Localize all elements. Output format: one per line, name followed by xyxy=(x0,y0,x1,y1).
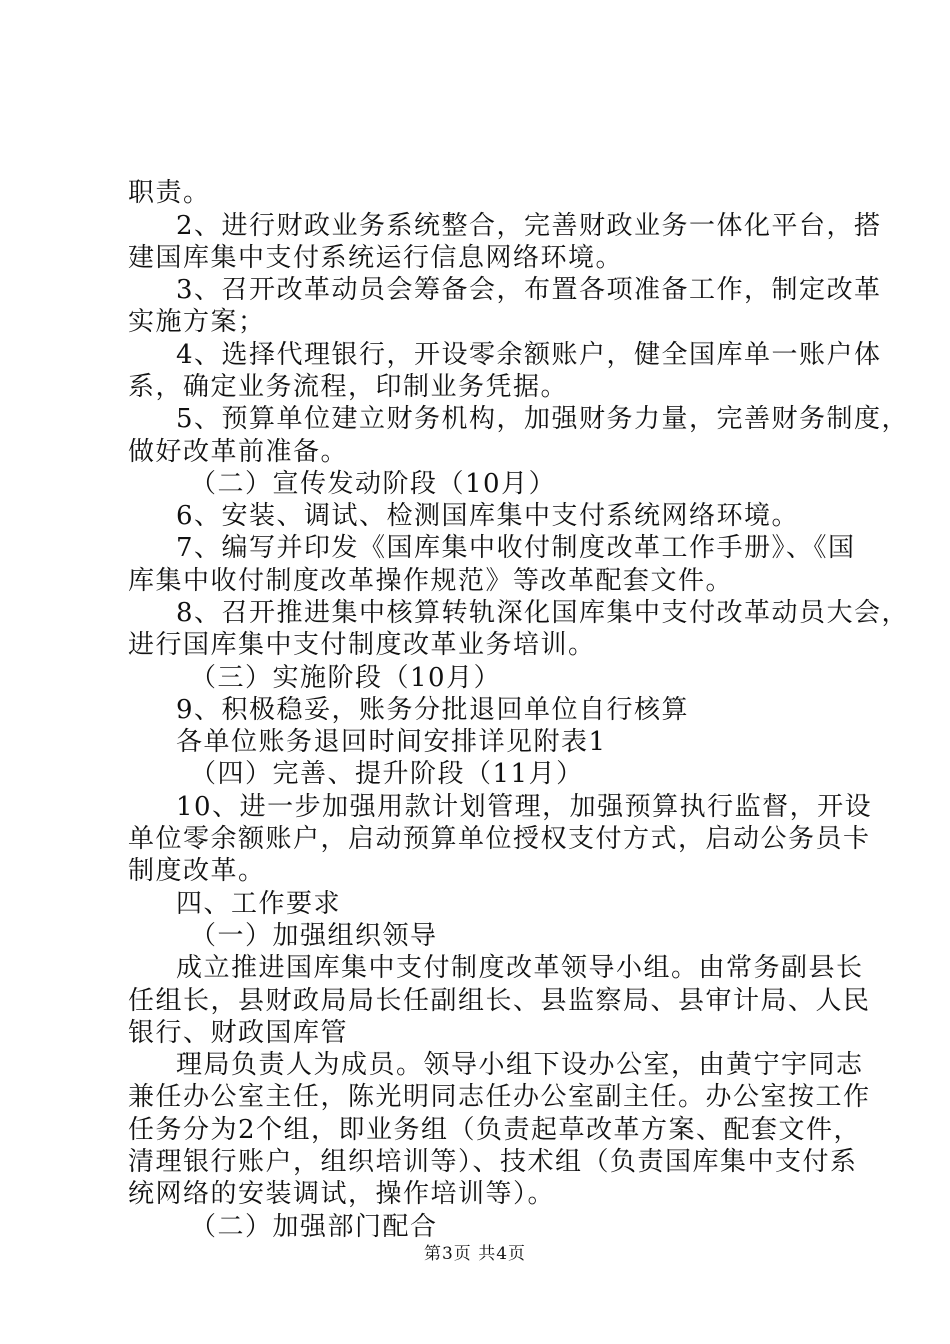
text-line: （二）宣传发动阶段（10月） xyxy=(190,469,557,499)
text-line: 9、积极稳妥，账务分批退回单位自行核算 xyxy=(176,695,690,725)
text-line: 四、工作要求 xyxy=(176,889,342,919)
text-line: 3、召开改革动员会筹备会，布置各项准备工作，制定改革 xyxy=(176,275,882,305)
text-line: 建国库集中支付系统运行信息网络环境。 xyxy=(128,243,624,273)
text-line: 5、预算单位建立财务机构，加强财务力量，完善财务制度， xyxy=(176,404,910,434)
text-line: 清理银行账户，组织培训等）、技术组（负责国库集中支付系 xyxy=(128,1147,858,1177)
text-line: 10、进一步加强用款计划管理，加强预算执行监督，开设 xyxy=(176,792,873,822)
text-line: 成立推进国库集中支付制度改革领导小组。由常务副县长 xyxy=(176,953,864,983)
text-line: 理局负责人为成员。领导小组下设办公室，由黄宁宇同志 xyxy=(176,1050,864,1080)
text-line: 6、安装、调试、检测国库集中支付系统网络环境。 xyxy=(176,501,800,531)
text-line: 2、进行财政业务系统整合，完善财政业务一体化平台，搭 xyxy=(176,211,882,241)
text-line: 统网络的安装调试，操作培训等）。 xyxy=(128,1179,556,1209)
text-line: （三）实施阶段（10月） xyxy=(190,663,502,693)
text-line: 做好改革前准备。 xyxy=(128,437,349,467)
text-line: 进行国库集中支付制度改革业务培训。 xyxy=(128,630,596,660)
text-line: 8、召开推进集中核算转轨深化国库集中支付改革动员大会， xyxy=(176,598,910,628)
text-line: 银行、财政国库管 xyxy=(128,1018,349,1048)
text-line: 任组长，县财政局局长任副组长、县监察局、县审计局、人民 xyxy=(128,986,871,1016)
text-line: 兼任办公室主任，陈光明同志任办公室副主任。办公室按工作 xyxy=(128,1082,871,1112)
text-line: 职责。 xyxy=(128,178,211,208)
text-line: （四）完善、提升阶段（11月） xyxy=(190,759,584,789)
text-line: 实施方案； xyxy=(128,307,266,337)
text-line: （二）加强部门配合 xyxy=(190,1212,438,1242)
text-line: 制度改革。 xyxy=(128,856,266,886)
page-footer: 第3页 共4页 xyxy=(423,1244,527,1264)
text-line: 任务分为2个组，即业务组（负责起草改革方案、配套文件， xyxy=(128,1115,862,1145)
text-line: 库集中收付制度改革操作规范》等改革配套文件。 xyxy=(128,566,734,596)
text-line: 4、选择代理银行，开设零余额账户，健全国库单一账户体 xyxy=(176,340,882,370)
text-line: （一）加强组织领导 xyxy=(190,921,438,951)
text-line: 7、编写并印发《国库集中收付制度改革工作手册》、《国 xyxy=(176,533,856,563)
text-line: 单位零余额账户，启动预算单位授权支付方式，启动公务员卡 xyxy=(128,824,871,854)
text-line: 各单位账务退回时间安排详见附表1 xyxy=(176,727,607,757)
text-line: 系，确定业务流程，印制业务凭据。 xyxy=(128,372,569,402)
